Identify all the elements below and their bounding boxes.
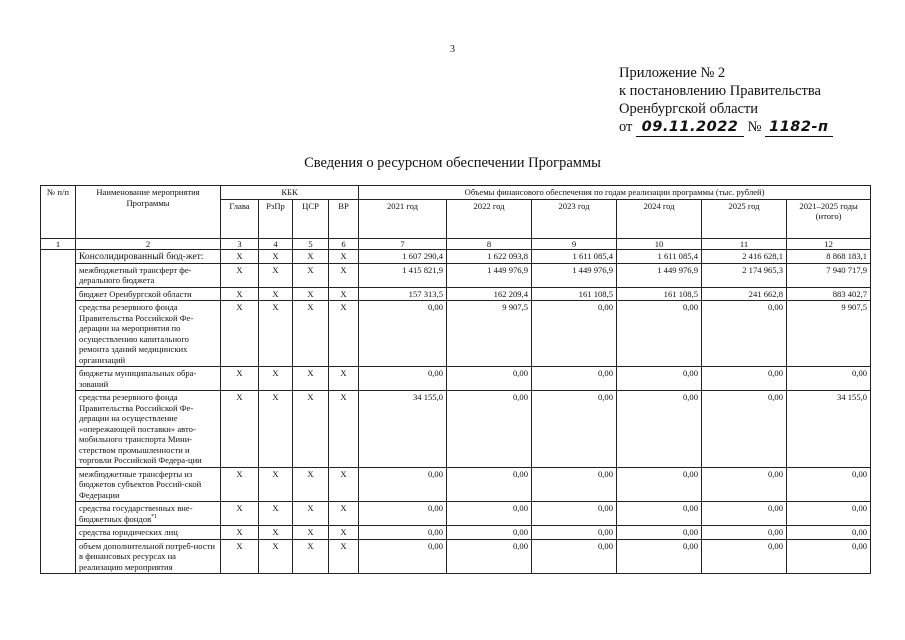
column-number: 10 [617, 238, 702, 249]
appendix-block [619, 64, 879, 137]
kbk-cell: Х [259, 263, 293, 287]
total-cell: 0,00 [787, 539, 871, 574]
value-cell: 0,00 [359, 502, 447, 526]
kbk-cell: Х [293, 287, 329, 301]
value-cell: 1 449 976,9 [617, 263, 702, 287]
value-cell: 0,00 [702, 367, 787, 391]
value-cell: 1 622 093,8 [447, 249, 532, 263]
value-cell: 161 108,5 [532, 287, 617, 301]
header-row-1 [41, 186, 871, 200]
kbk-cell: Х [293, 301, 329, 367]
row-name: средства юридических лиц [76, 526, 221, 540]
value-cell: 0,00 [617, 391, 702, 468]
table-row [41, 301, 871, 367]
value-cell: 0,00 [617, 526, 702, 540]
table-row [41, 539, 871, 574]
value-cell: 0,00 [617, 301, 702, 367]
value-cell: 0,00 [359, 367, 447, 391]
value-cell: 0,00 [359, 539, 447, 574]
kbk-cell: Х [259, 367, 293, 391]
value-cell: 161 108,5 [617, 287, 702, 301]
column-number: 1 [41, 238, 76, 249]
kbk-cell: Х [329, 249, 359, 263]
kbk-cell: Х [329, 391, 359, 468]
table-row [41, 526, 871, 540]
value-cell: 0,00 [532, 467, 617, 502]
kbk-cell: Х [259, 287, 293, 301]
value-cell: 1 449 976,9 [447, 263, 532, 287]
kbk-cell: Х [329, 263, 359, 287]
value-cell: 0,00 [532, 502, 617, 526]
value-cell: 0,00 [359, 526, 447, 540]
value-cell: 1 449 976,9 [532, 263, 617, 287]
value-cell: 0,00 [447, 502, 532, 526]
row-name [76, 502, 221, 526]
decree-number: 1182-п [765, 118, 832, 137]
total-cell: 0,00 [787, 502, 871, 526]
kbk-cell: Х [221, 526, 259, 540]
header-kbk-col: Глава [221, 199, 259, 238]
table-row [41, 367, 871, 391]
value-cell: 0,00 [359, 301, 447, 367]
column-number: 9 [532, 238, 617, 249]
column-number: 12 [787, 238, 871, 249]
decree-date: 09.11.2022 [636, 118, 744, 137]
value-cell: 0,00 [532, 391, 617, 468]
row-name-text: средства государственных вне-бюджетных фондов [79, 503, 193, 524]
header-year-total: 2021–2025 годы (итого) [787, 199, 871, 238]
kbk-cell: Х [329, 301, 359, 367]
kbk-cell: Х [329, 367, 359, 391]
kbk-cell: Х [259, 301, 293, 367]
value-cell: 0,00 [702, 301, 787, 367]
value-cell: 0,00 [447, 467, 532, 502]
kbk-cell: Х [293, 467, 329, 502]
number-prefix: № [747, 119, 762, 135]
value-cell: 241 662,8 [702, 287, 787, 301]
value-cell: 0,00 [702, 391, 787, 468]
kbk-cell: Х [259, 249, 293, 263]
total-cell: 8 868 183,1 [787, 249, 871, 263]
total-cell: 883 402,7 [787, 287, 871, 301]
kbk-cell: Х [221, 301, 259, 367]
value-cell: 0,00 [702, 467, 787, 502]
header-year: 2023 год [532, 199, 617, 238]
value-cell: 0,00 [532, 367, 617, 391]
row-name: объем дополнительной потреб-ности в финансовых ресурсах на реализацию мероприятия [76, 539, 221, 574]
row-name: средства резервного фонда Правительства Российской Фе-дерации на осуществление «опережающей поставки» авто-мобильного транспорта Мини-стерством промышленности и торговли Российской Федера-ции [76, 391, 221, 468]
value-cell: 1 611 085,4 [617, 249, 702, 263]
column-numbers-row [41, 238, 871, 249]
total-cell: 7 940 717,9 [787, 263, 871, 287]
value-cell: 0,00 [617, 367, 702, 391]
total-cell: 34 155,0 [787, 391, 871, 468]
kbk-cell: Х [329, 539, 359, 574]
kbk-cell: Х [293, 391, 329, 468]
table-row [41, 249, 871, 263]
header-year: 2025 год [702, 199, 787, 238]
kbk-cell: Х [259, 391, 293, 468]
column-number: 7 [359, 238, 447, 249]
kbk-cell: Х [329, 287, 359, 301]
header-kbk-col: ВР [329, 199, 359, 238]
value-cell: 157 313,5 [359, 287, 447, 301]
kbk-cell: Х [259, 539, 293, 574]
header-kbk: КБК [221, 186, 359, 200]
row-name: межбюджетный трансферт фе-дерального бюджета [76, 263, 221, 287]
kbk-cell: Х [293, 502, 329, 526]
header-kbk-col: РзПр [259, 199, 293, 238]
column-number: 2 [76, 238, 221, 249]
value-cell: 162 209,4 [447, 287, 532, 301]
header-kbk-col: ЦСР [293, 199, 329, 238]
table-row [41, 263, 871, 287]
table-row [41, 502, 871, 526]
value-cell: 0,00 [702, 526, 787, 540]
table-row [41, 287, 871, 301]
header-year: 2024 год [617, 199, 702, 238]
appendix-line-3: Оренбургской области [619, 101, 759, 117]
value-cell: 2 416 628,1 [702, 249, 787, 263]
header-volumes: Объемы финансового обеспечения по годам реализации программы (тыс. рублей) [359, 186, 871, 200]
kbk-cell: Х [221, 539, 259, 574]
value-cell: 1 607 290,4 [359, 249, 447, 263]
kbk-cell: Х [221, 367, 259, 391]
column-number: 3 [221, 238, 259, 249]
row-name: бюджеты муниципальных обра-зований [76, 367, 221, 391]
row-name: межбюджетные трансферты из бюджетов субъектов Россий-ской Федерации [76, 467, 221, 502]
row-name: бюджет Оренбургской области [76, 287, 221, 301]
kbk-cell: Х [221, 287, 259, 301]
kbk-cell: Х [293, 263, 329, 287]
kbk-cell: Х [293, 539, 329, 574]
kbk-cell: Х [259, 526, 293, 540]
value-cell: 0,00 [532, 526, 617, 540]
appendix-line-2: к постановлению Правительства [619, 83, 821, 99]
value-cell: 0,00 [447, 391, 532, 468]
table-row [41, 391, 871, 468]
kbk-cell: Х [293, 249, 329, 263]
page-number: 3 [450, 44, 455, 55]
kbk-cell: Х [221, 502, 259, 526]
value-cell: 1 611 085,4 [532, 249, 617, 263]
kbk-cell: Х [221, 249, 259, 263]
kbk-cell: Х [221, 263, 259, 287]
table-row [41, 467, 871, 502]
total-cell: 0,00 [787, 467, 871, 502]
value-cell: 0,00 [447, 526, 532, 540]
footnote-marker: *1 [151, 513, 158, 520]
total-cell: 0,00 [787, 367, 871, 391]
value-cell: 0,00 [447, 367, 532, 391]
value-cell: 0,00 [617, 467, 702, 502]
row-name: средства резервного фонда Правительства Российской Фе-дерации на мероприятия по осуществлению капитального ремонта зданий медицинских организаций [76, 301, 221, 367]
value-cell: 0,00 [359, 467, 447, 502]
kbk-cell: Х [293, 526, 329, 540]
resource-table [40, 185, 871, 574]
row-number-cell [41, 249, 76, 574]
value-cell: 0,00 [617, 502, 702, 526]
value-cell: 2 174 965,3 [702, 263, 787, 287]
kbk-cell: Х [329, 502, 359, 526]
header-year: 2022 год [447, 199, 532, 238]
value-cell: 34 155,0 [359, 391, 447, 468]
value-cell: 0,00 [702, 502, 787, 526]
value-cell: 0,00 [532, 539, 617, 574]
kbk-cell: Х [259, 467, 293, 502]
kbk-cell: Х [221, 391, 259, 468]
kbk-cell: Х [329, 526, 359, 540]
value-cell: 0,00 [532, 301, 617, 367]
value-cell: 0,00 [702, 539, 787, 574]
header-num: № п/п [41, 186, 76, 239]
column-number: 6 [329, 238, 359, 249]
kbk-cell: Х [259, 502, 293, 526]
column-number: 4 [259, 238, 293, 249]
document-title: Сведения о ресурсном обеспечении Программы [304, 155, 601, 171]
total-cell: 0,00 [787, 526, 871, 540]
column-number: 8 [447, 238, 532, 249]
value-cell: 0,00 [617, 539, 702, 574]
header-name: Наименование мероприятия Программы [76, 186, 221, 239]
value-cell: 1 415 821,9 [359, 263, 447, 287]
appendix-date-line [619, 118, 879, 137]
header-year: 2021 год [359, 199, 447, 238]
kbk-cell: Х [221, 467, 259, 502]
value-cell: 0,00 [447, 539, 532, 574]
kbk-cell: Х [293, 367, 329, 391]
date-prefix: от [619, 119, 633, 135]
row-name: Консолидированный бюд-жет: [76, 249, 221, 263]
column-number: 11 [702, 238, 787, 249]
kbk-cell: Х [329, 467, 359, 502]
value-cell: 9 907,5 [447, 301, 532, 367]
total-cell: 9 907,5 [787, 301, 871, 367]
column-number: 5 [293, 238, 329, 249]
appendix-line-1: Приложение № 2 [619, 65, 726, 81]
